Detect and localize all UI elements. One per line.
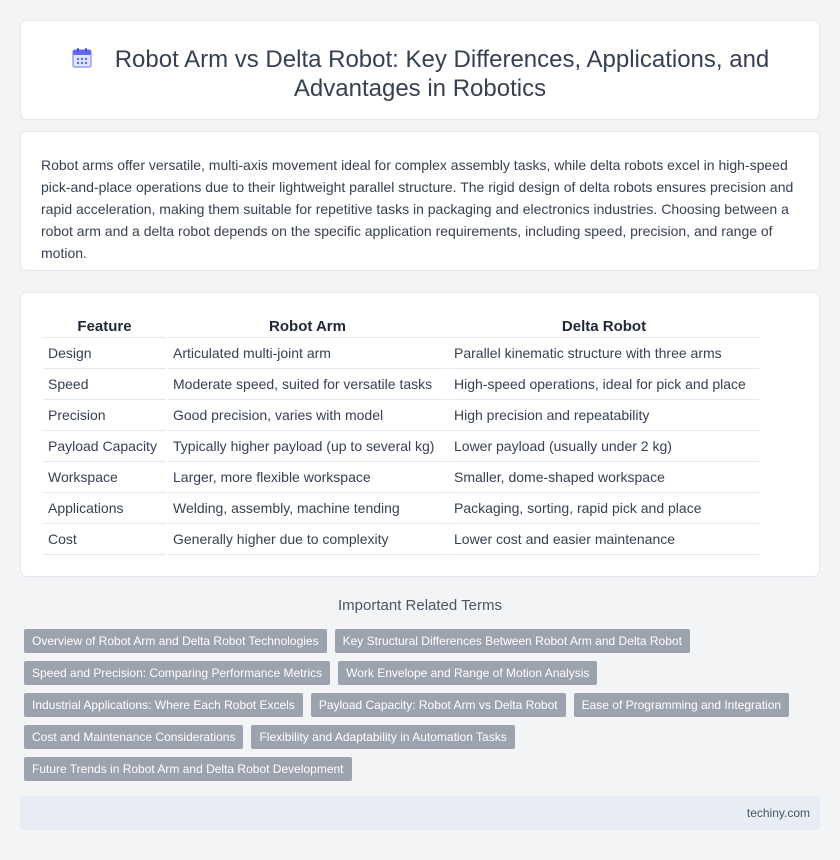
table-cell: Packaging, sorting, rapid pick and place <box>449 492 759 523</box>
table-cell: Lower payload (usually under 2 kg) <box>449 430 759 461</box>
table-cell: Good precision, varies with model <box>168 399 447 430</box>
related-term-link[interactable]: Work Envelope and Range of Motion Analysis <box>338 661 597 685</box>
table-cell: Design <box>43 337 166 368</box>
table-cell: Applications <box>43 492 166 523</box>
related-term-link[interactable]: Key Structural Differences Between Robot Arm and Delta Robot <box>335 629 690 653</box>
related-terms-list <box>24 629 814 789</box>
page-title <box>61 45 779 103</box>
related-term-link[interactable]: Speed and Precision: Comparing Performance Metrics <box>24 661 330 685</box>
intro-card <box>20 131 820 271</box>
table-cell: Precision <box>43 399 166 430</box>
page-title-text: Robot Arm vs Delta Robot: Key Differences, Applications, and Advantages in Robotics <box>114 46 770 102</box>
table-cell: Moderate speed, suited for versatile tasks <box>168 368 447 399</box>
related-terms-heading: Important Related Terms <box>338 597 502 614</box>
table-cell: Generally higher due to complexity <box>168 523 447 554</box>
header-delta-robot: Delta Robot <box>449 315 759 337</box>
table-row <box>43 523 759 554</box>
table-cell: Workspace <box>43 461 166 492</box>
table-row <box>43 337 759 368</box>
footer-site-name[interactable]: techiny.com <box>746 806 810 820</box>
comparison-table-card <box>20 292 820 577</box>
table-cell: Cost <box>43 523 166 554</box>
table-cell: Payload Capacity <box>43 430 166 461</box>
intro-paragraph: Robot arms offer versatile, multi-axis movement ideal for complex assembly tasks, while delta robots excel in high-speed pick-and-place operations due to their lightweight parallel structure. The rigid design of delta robots ensures precision and rapid acceleration, making them suitable for repetitive tasks in packaging and electronics industries. Choosing between a robot arm and a delta robot depends on the specific application requirements, including speed, precision, and range of motion. <box>41 157 794 261</box>
related-term-link[interactable]: Ease of Programming and Integration <box>574 693 789 717</box>
related-term-link[interactable]: Future Trends in Robot Arm and Delta Robot Development <box>24 757 352 781</box>
table-cell: Lower cost and easier maintenance <box>449 523 759 554</box>
table-row <box>43 492 759 523</box>
table-cell: Speed <box>43 368 166 399</box>
table-row <box>43 430 759 461</box>
table-cell: Parallel kinematic structure with three arms <box>449 337 759 368</box>
table-cell: High-speed operations, ideal for pick and place <box>449 368 759 399</box>
related-term-link[interactable]: Flexibility and Adaptability in Automation Tasks <box>251 725 514 749</box>
related-term-link[interactable]: Payload Capacity: Robot Arm vs Delta Robot <box>311 693 566 717</box>
table-row <box>43 368 759 399</box>
related-term-link[interactable]: Industrial Applications: Where Each Robot Excels <box>24 693 303 717</box>
header-feature: Feature <box>43 315 166 337</box>
table-cell: Larger, more flexible workspace <box>168 461 447 492</box>
footer-bar <box>20 796 820 830</box>
table-row <box>43 461 759 492</box>
table-cell: Articulated multi-joint arm <box>168 337 447 368</box>
table-cell: High precision and repeatability <box>449 399 759 430</box>
table-cell: Smaller, dome-shaped workspace <box>449 461 759 492</box>
related-term-link[interactable]: Cost and Maintenance Considerations <box>24 725 243 749</box>
table-row <box>43 399 759 430</box>
header-card <box>20 20 820 120</box>
table-header-row <box>43 315 759 337</box>
related-term-link[interactable]: Overview of Robot Arm and Delta Robot Technologies <box>24 629 327 653</box>
comparison-table <box>43 315 759 555</box>
header-robot-arm: Robot Arm <box>168 315 447 337</box>
table-cell: Typically higher payload (up to several kg) <box>168 430 447 461</box>
calendar-icon <box>71 47 93 69</box>
table-cell: Welding, assembly, machine tending <box>168 492 447 523</box>
